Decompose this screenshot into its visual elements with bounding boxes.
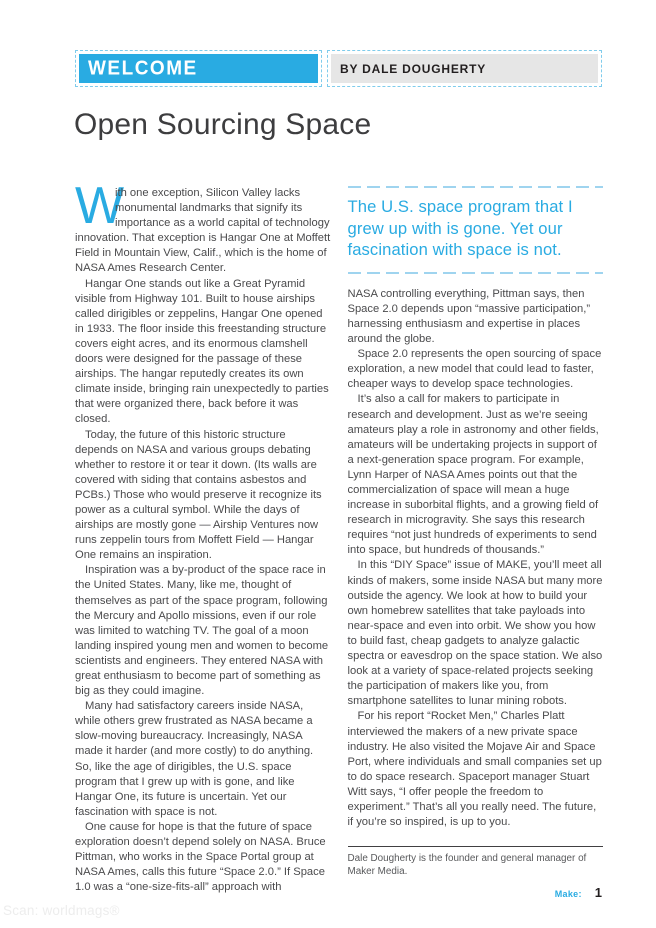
right-column xyxy=(348,186,604,895)
paragraph: One cause for hope is that the future of space exploration doesn’t depend solely on NASA. Bruce Pittman, who works in the Space Portal group at NASA Ames, calls this future “Space 2.0.” If Space 1.0 was a “one-size-fits-all” approach with xyxy=(75,820,326,894)
paragraph xyxy=(75,177,331,277)
paragraph: Many had satisfactory careers inside NASA, while others grew frustrated as NASA became a slow-moving bureaucracy. Increasingly, NASA made it harder (and more costly) to do anything. So, like the age of dirigibles, the U.S. space program that I grew up with is gone, and like Hangar One, its future is uncertain. Yet our fascination with space is not. xyxy=(75,700,314,818)
pull-quote-block xyxy=(348,186,604,274)
paragraph: Today, the future of this historic structure depends on NASA and various groups debating whether to restore it or tear it down. (Its walls are covered with siding that contains asbestos and PCBs.) Those who would preserve it recognize its power as a cultural symbol. While the days of airships are mostly gone — Airship Ventures now runs zeppelin tours from Moffett Field — Hangar One remains an inspiration. xyxy=(75,428,322,562)
paragraph: Space 2.0 represents the open sourcing of space exploration, a new model that could lead to faster, cheaper ways to develop space technologies. xyxy=(347,348,602,391)
paragraph: NASA controlling everything, Pittman says, then Space 2.0 depends upon “massive participation,” harnessing enthusiasm and expertise in places around the globe. xyxy=(347,287,591,346)
scan-watermark: Scan: worldmags® xyxy=(3,903,120,918)
paragraph-text: ith one exception, Silicon Valley lacks monumental landmarks that signify its importance as a world capital of technology innovation. That exception is Hangar One at Moffett Field in Mountain View, Calif., which is the home of NASA Ames Research Center. xyxy=(75,187,331,275)
paragraph: Inspiration was a by-product of the space race in the United States. Many, like me, thought of themselves as part of the space program, following the Mercury and Apollo missions, even if our role was limited to watching TV. The goal of a moon landing inspired young men and women to become scientists and engineers. They entered NASA with great enthusiasm to become part of something as big as they could imagine. xyxy=(75,564,329,698)
left-column xyxy=(75,177,331,895)
dashed-rule-bottom xyxy=(348,272,604,274)
author-bio-text: Dale Dougherty is the founder and general manager of Maker Media. xyxy=(347,853,587,878)
paragraph: Hangar One stands out like a Great Pyramid visible from Highway 101. Built to house airships called dirigibles or zeppelins, Hangar One opened in 1933. The floor inside this freestanding structure covers eight acres, and its enormous clamshell doors were designed for the passage of these airships. The hangar reputedly creates its own climate inside, bringing rain unexpectedly to parties that were organized there, back before it was closed. xyxy=(75,277,329,426)
byline: BY DALE DOUGHERTY xyxy=(340,61,487,76)
article-columns xyxy=(75,177,603,895)
paragraph: In this “DIY Space” issue of MAKE, you’ll meet all kinds of makers, some inside NASA but many more outside the agency. We look at how to build your own homebrew satellites that take payloads into near-space and even into orbit. We show you how to build fast, cheap gadgets to analyze galactic spectra or eavesdrop on the space station. We also look at a variety of space-related projects seeking the participation of makers like you, from smartphone satellites to lunar mining robots. xyxy=(347,559,603,708)
drop-cap: W xyxy=(75,177,125,235)
byline-box xyxy=(327,50,602,87)
paragraph: For his report “Rocket Men,” Charles Platt interviewed the makers of a new private space industry. He also visited the Mojave Air and Space Port, where individuals and small companies set up to do space research. Spaceport manager Stuart Witt says, “I offer people the freedom to experiment.” That’s all you really need. The future, if you’re so inspired, is up to you. xyxy=(347,710,602,829)
pull-quote: The U.S. space program that I grew up with is gone. Yet our fascination with space is not. xyxy=(347,197,573,260)
author-bio xyxy=(348,846,604,878)
section-label: WELCOME xyxy=(88,56,198,79)
byline-fill xyxy=(331,54,598,83)
page-title: Open Sourcing Space xyxy=(74,108,372,141)
masthead xyxy=(75,50,602,87)
paragraph: It’s also a call for makers to participate in research and development. Just as we’re seeing amateurs play a role in astronomy and other fields, amateurs will be undertaking projects in support of a next-generation space program. For example, Lynn Harper of NASA Ames points out that the commercialization of space will mean a huge increase in suborbital flights, and a growing field of research in microgravity. She says this research requires “not just hundreds of experiments to send into space, but hundreds of thousands.” xyxy=(347,393,599,557)
page-number: 1 xyxy=(594,885,602,900)
page-footer xyxy=(555,885,602,900)
brand-label: Make: xyxy=(554,889,582,899)
section-label-fill xyxy=(79,54,318,83)
section-label-box xyxy=(75,50,322,87)
